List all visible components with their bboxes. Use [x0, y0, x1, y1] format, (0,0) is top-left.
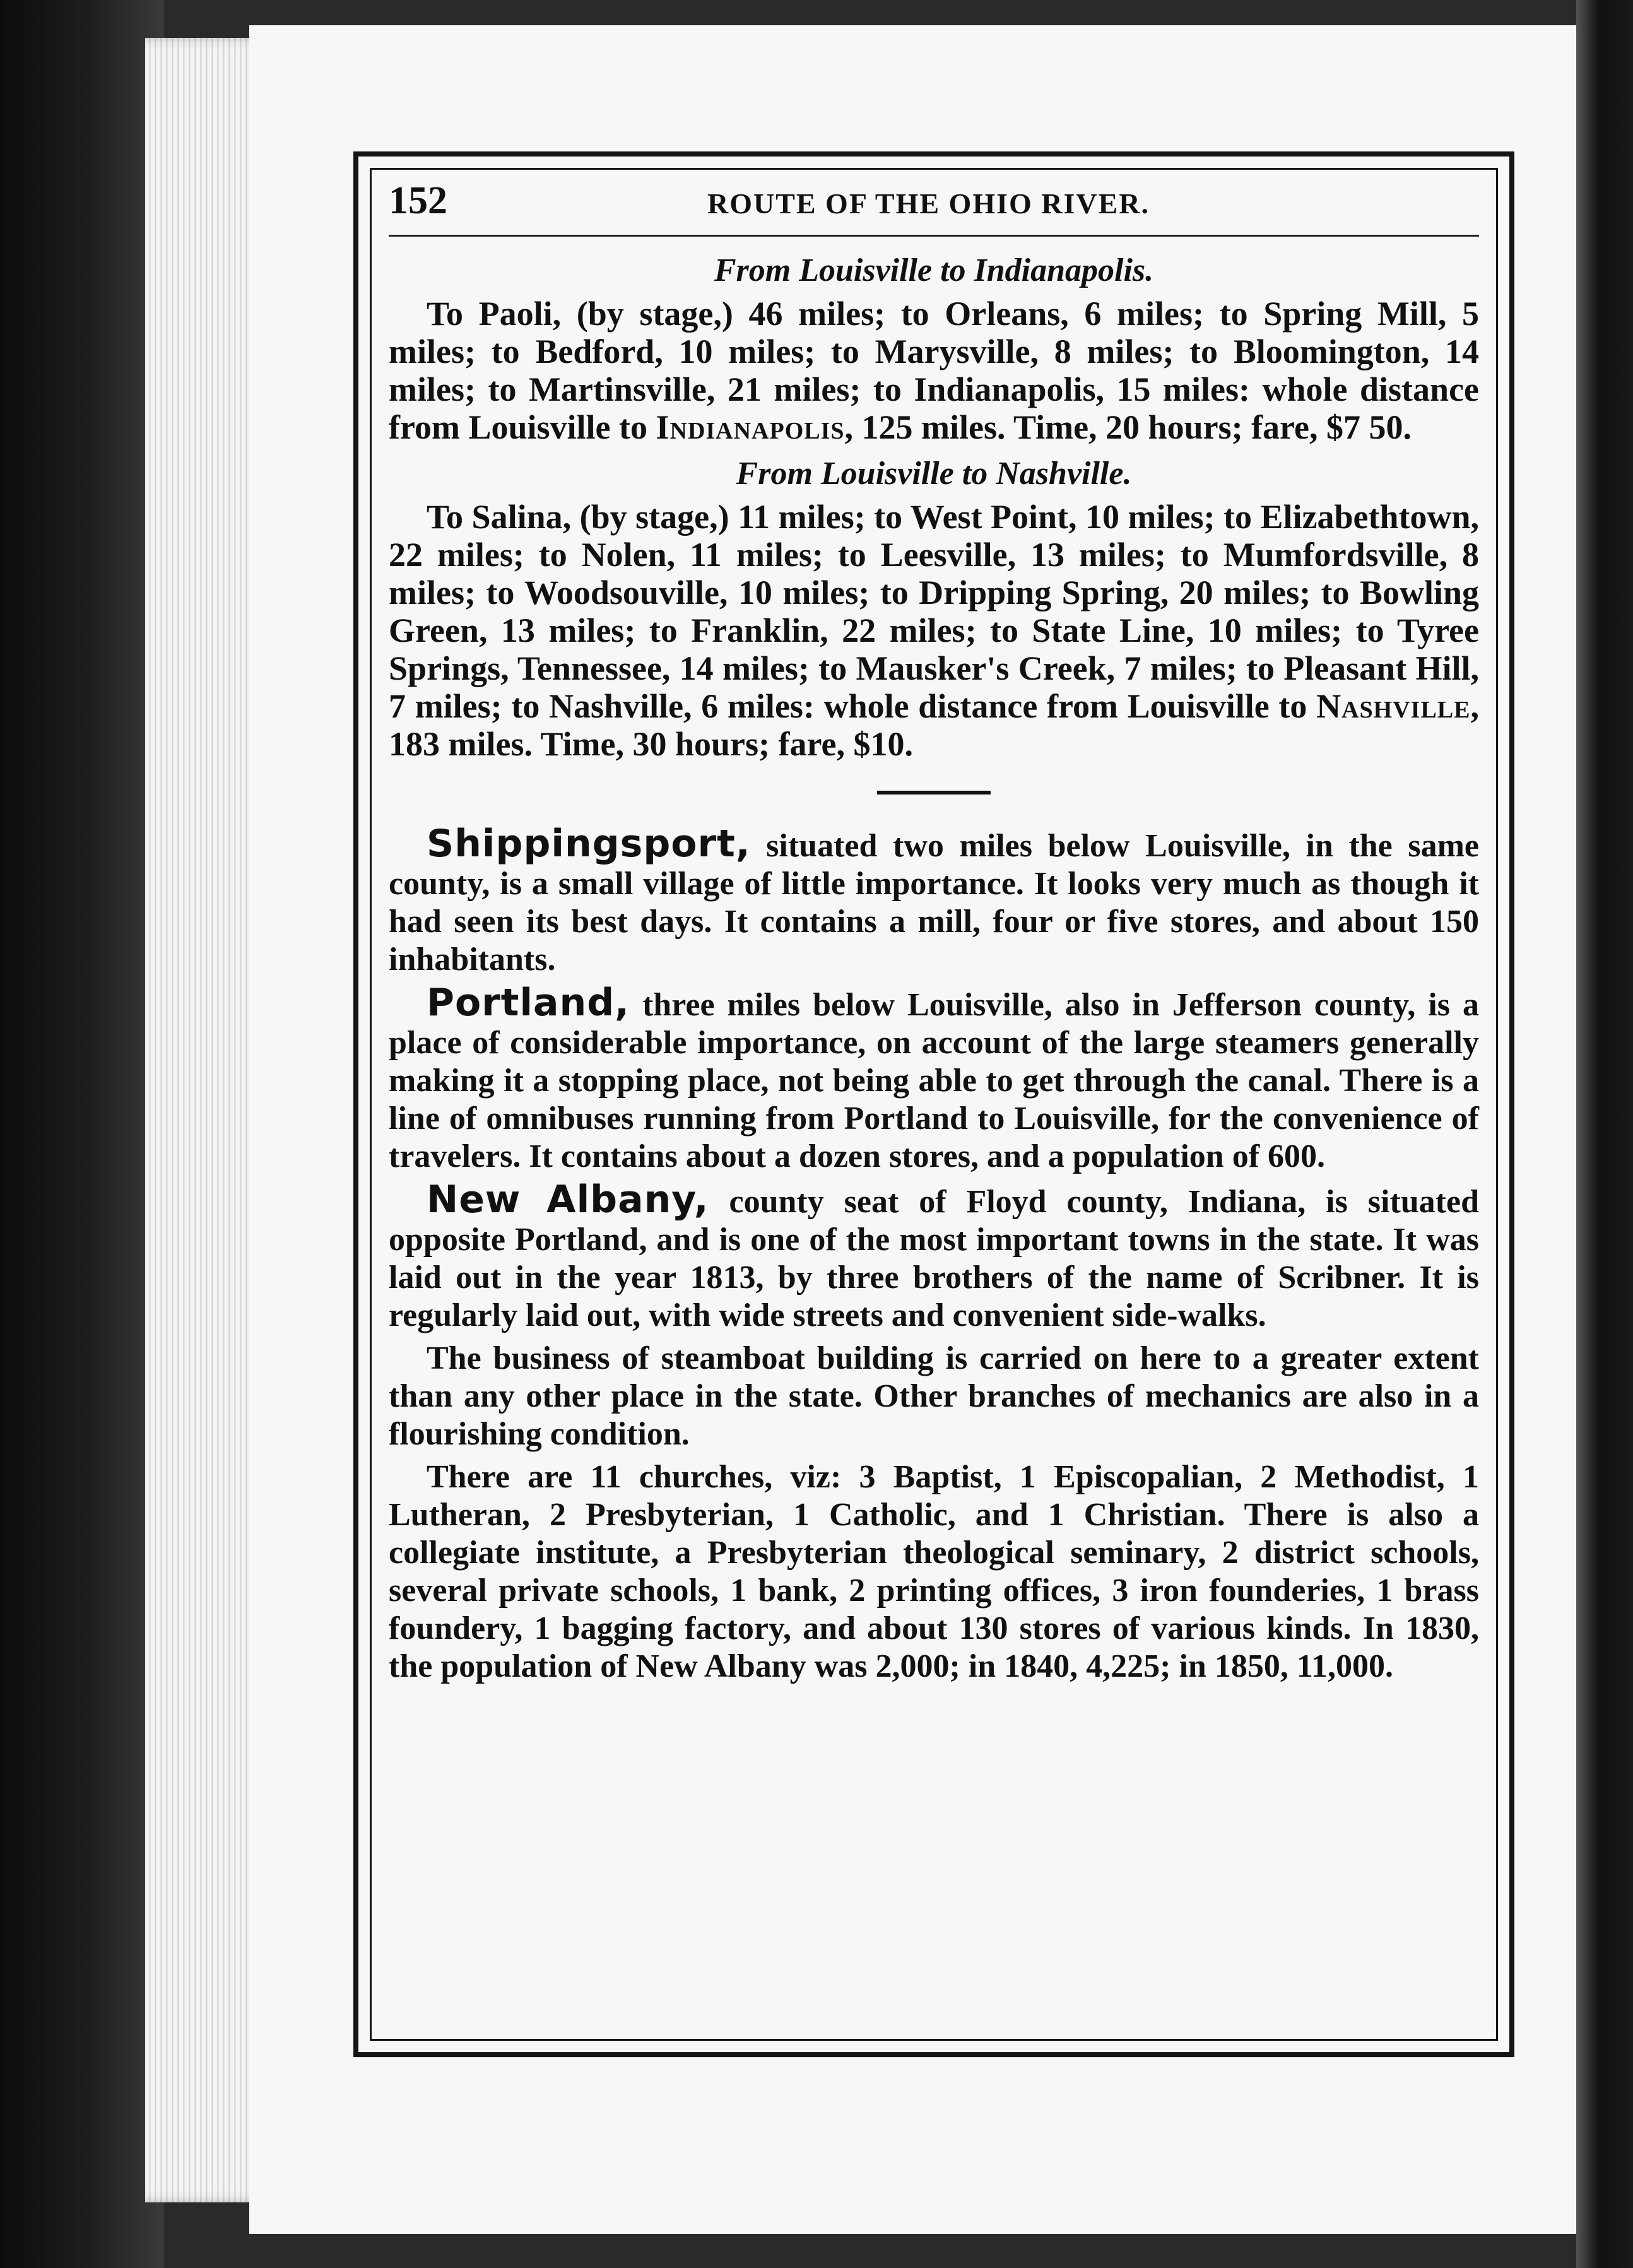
gazetteer-entry: [389, 981, 1479, 1176]
book-edge-shadow: [1576, 0, 1633, 2268]
book-spine-shadow: [0, 0, 164, 2268]
route-section-nashville: [389, 455, 1479, 763]
body-paragraph: The business of steamboat building is carried on here to a greater extent than any other place in the state. Other branches of mechanics are also in a flourishing condition.: [389, 1340, 1479, 1452]
page-border-outer: [353, 151, 1514, 2057]
page-edges: [145, 38, 265, 2202]
gazetteer-entry: [389, 822, 1479, 979]
route-title: From Louisville to Nashville.: [736, 456, 1132, 492]
route-destination: Nashville: [1316, 687, 1471, 725]
route-section-indianapolis: [389, 252, 1479, 446]
route-title: From Louisville to Indianapolis.: [714, 252, 1154, 288]
route-destination: Indianapolis: [656, 408, 845, 446]
route-text: To Salina, (by stage,) 11 miles; to West Point, 10 miles; to Elizabethtown, 22 miles; to Nolen, 11 miles; to Leesville, 13 miles; to Mumfordsville, 8 miles; to Woodsouville, 10 miles; to Dripping Spring, 20 miles; to Bowling Green, 13 miles; to Franklin, 22 miles; to State Line, 10 miles; to Tyree Springs, Tennessee, 14 miles; to Mausker's Creek, 7 miles; to Pleasant Hill, 7 miles; to Nashville, 6 miles: whole distance from Louisville to: [389, 498, 1480, 725]
page-content: [389, 179, 1480, 2027]
entry-text: situated two miles below Louisville, in the same county, is a small village of little importance. It looks very much as though it had seen its best days. It contains a mill, four or five stores, and about 150 inhabitants.: [389, 828, 1479, 977]
entry-name: New Albany,: [427, 1178, 709, 1222]
route-text-end: , 125 miles. Time, 20 hours; fare, $7 50.: [844, 408, 1412, 446]
entry-text: three miles below Louisville, also in Jefferson county, is a place of considerable importance, on account of the large steamers generally making it a stopping place, not being able to get through the canal. There is a line of omnibuses running from Portland to Louisville, for the convenience of travelers. It contains about a dozen stores, and a population of 600.: [389, 987, 1479, 1174]
gazetteer-entry: [389, 1178, 1479, 1335]
entry-name: Shippingsport,: [427, 822, 751, 866]
entry-text: county seat of Floyd county, Indiana, is situated opposite Portland, and is one of the most important towns in the state. It was laid out in the year 1813, by three brothers of the name of Scribner. It is regularly laid out, with wide streets and convenient side-walks.: [389, 1184, 1479, 1333]
route-description: [389, 498, 1479, 763]
route-description: [389, 295, 1479, 446]
section-divider: [877, 791, 991, 794]
route-text-end: , 183 miles. Time, 30 hours; fare, $10.: [389, 687, 1479, 763]
route-text: To Paoli, (by stage,) 46 miles; to Orleans, 6 miles; to Spring Mill, 5 miles; to Bedford, 10 miles; to Marysville, 8 miles; to Bloomington, 14 miles; to Martinsville, 21 miles; to Indianapolis, 15 miles: whole distance from Louisville to: [389, 295, 1479, 446]
entry-name: Portland,: [427, 981, 630, 1025]
page-number: 152: [389, 179, 447, 222]
page-header: [389, 179, 1479, 237]
body-paragraph: There are 11 churches, viz: 3 Baptist, 1 Episcopalian, 2 Methodist, 1 Lutheran, 2 Presbyterian, 1 Catholic, and 1 Christian. There is also a collegiate institute, a Presbyterian theological seminary, 2 district schools, several private schools, 1 bank, 2 printing offices, 3 iron founderies, 1 brass foundery, 1 bagging factory, and about 130 stores of various kinds. In 1830, the population of New Albany was 2,000; in 1840, 4,225; in 1850, 11,000.: [389, 1459, 1479, 1684]
running-head: ROUTE OF THE OHIO RIVER.: [707, 187, 1150, 220]
